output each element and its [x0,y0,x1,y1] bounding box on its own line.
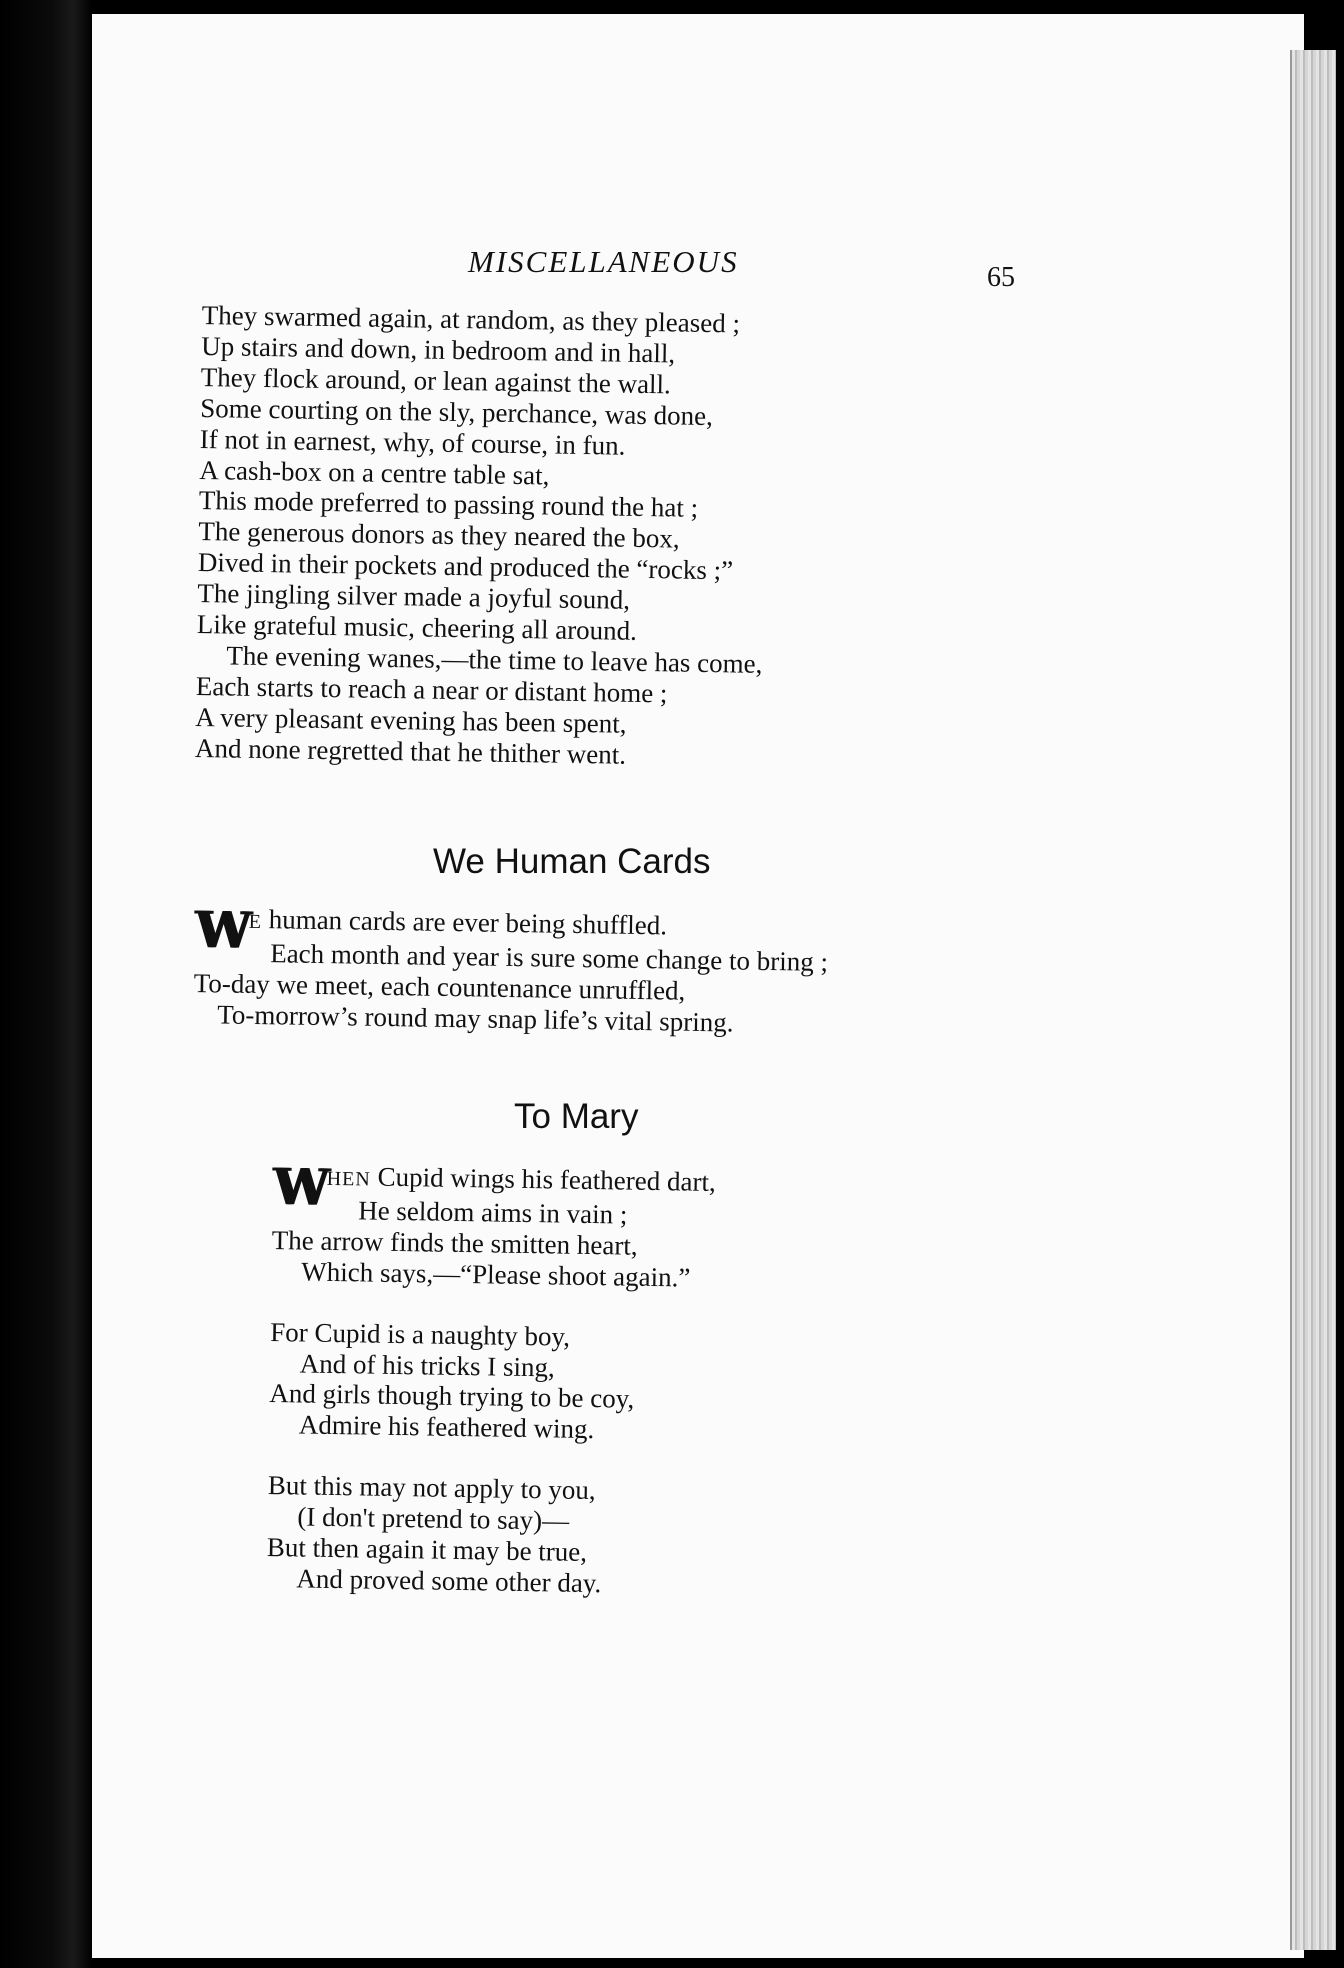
book-spine-shadow [0,0,92,1968]
poem-line: The arrow finds the smitten heart, [271,1224,638,1261]
poem-line: A cash-box on a centre table sat, [199,454,550,491]
poem-line: But then again it may be true, [266,1532,588,1568]
poem-title-to-mary: To Mary [514,1097,639,1136]
poem-line: And girls though trying to be coy, [269,1378,635,1415]
poem-line: The evening wanes,—the time to leave has come, [226,640,763,679]
page-edges [1290,50,1336,1950]
poem-line: Dived in their pockets and produced the “rocks ;” [197,547,734,586]
poem-line: Up stairs and down, in bedroom and in hall, [201,330,676,369]
poem-line: And none regretted that he thither went. [194,732,627,770]
continued-poem [195,300,768,772]
page-number: 65 [987,262,1015,293]
poem-title-we-human-cards: We Human Cards [433,842,711,881]
poem-line: He seldom aims in vain ; [357,1195,628,1230]
poem-line: Cupid wings his feathered dart, [377,1161,716,1197]
poem-line: To-morrow’s round may snap life’s vital spring. [217,999,734,1038]
poem-line: The generous donors as they neared the box, [198,516,680,554]
poem-line: (I don't pretend to say)— [297,1501,570,1536]
poem-to-mary [266,1157,716,1601]
poem-line: Which says,—“Please shoot again.” [301,1256,691,1293]
poem-line: And of his tricks I sing, [299,1347,556,1382]
poem-line: Like grateful music, cheering all around. [196,609,638,646]
running-head: MISCELLANEOUS [468,244,739,279]
poem-line: Some courting on the sly, perchance, was done, [200,392,714,431]
poem-line: For Cupid is a naughty boy, [270,1316,571,1352]
poem-line: If not in earnest, why, of course, in fun. [199,423,626,461]
poem-line: This mode preferred to passing round the hat ; [198,485,699,524]
poem-line: Each month and year is sure some change to bring ; [269,938,829,977]
poem-line: The jingling silver made a joyful sound, [197,578,631,615]
poem-line: human cards are ever being shuffled. [268,904,668,941]
drop-cap: W [194,900,250,960]
drop-cap: W [272,1157,328,1217]
poem-line: To-day we meet, each countenance unruffled, [193,967,686,1006]
poem-line: They swarmed again, at random, as they pleased ; [201,300,741,339]
drop-cap-rest: HEN [326,1167,371,1191]
poem-line: But this may not apply to you, [267,1470,596,1506]
poem-line: Each starts to reach a near or distant home ; [195,670,668,709]
poem-line: Admire his feathered wing. [298,1409,595,1445]
poem-we-human-cards [193,900,829,1040]
poem-line: And proved some other day. [296,1563,602,1599]
poem-line: They flock around, or lean against the wall. [200,361,672,400]
drop-cap-rest: E [248,910,263,934]
poem-line: A very pleasant evening has been spent, [195,701,627,739]
